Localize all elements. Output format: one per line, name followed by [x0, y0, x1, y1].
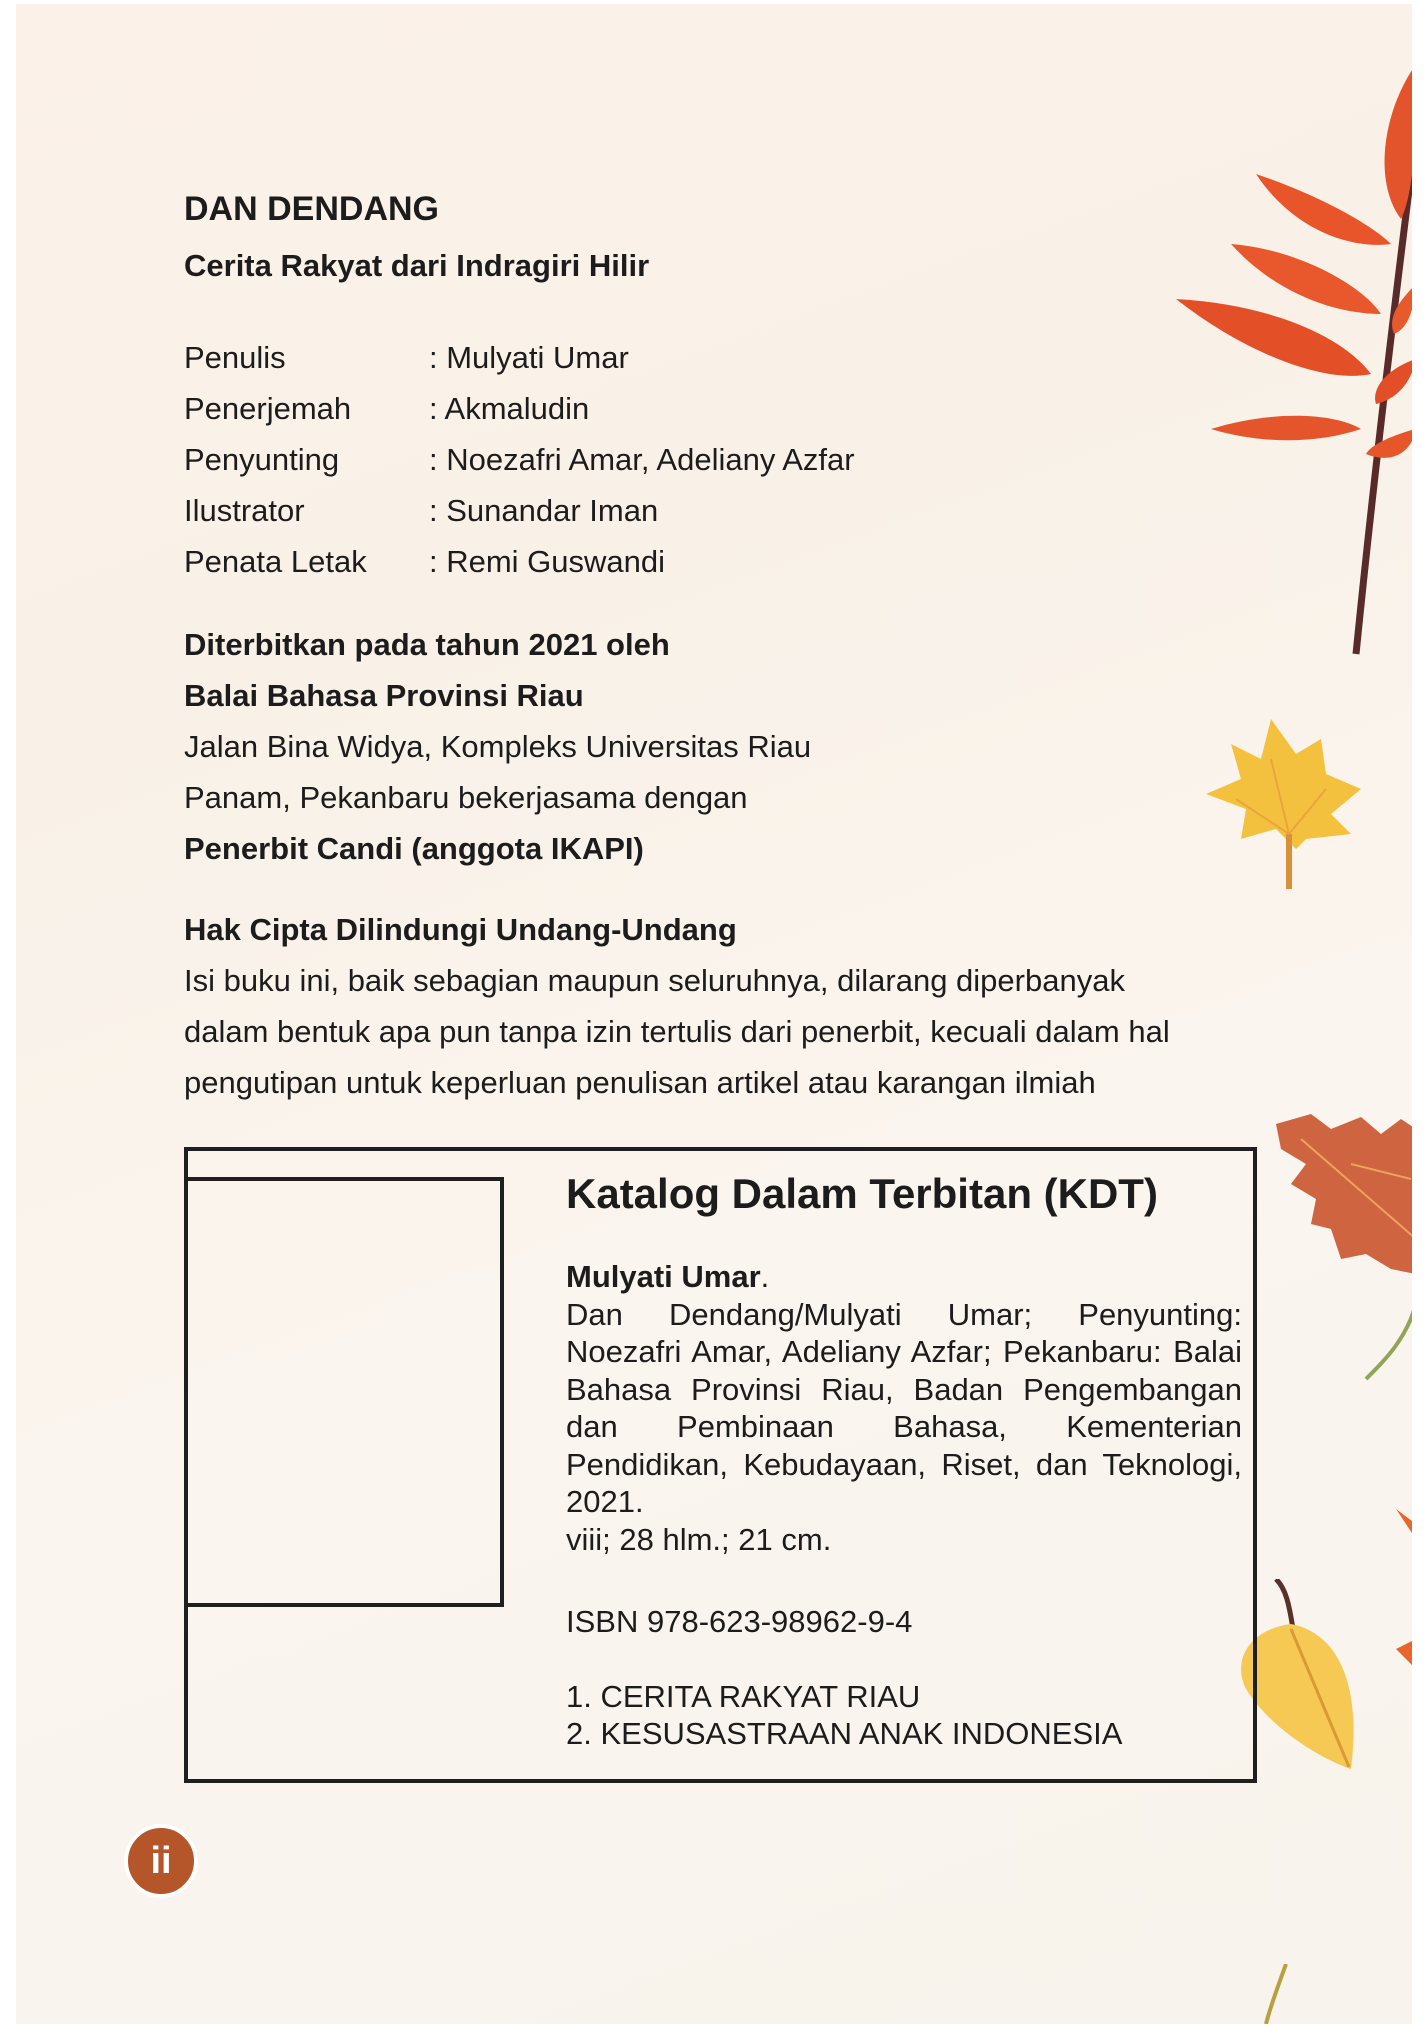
- kdt-physical: viii; 28 hlm.; 21 cm.: [566, 1521, 832, 1557]
- page-number-badge: ii: [124, 1824, 198, 1898]
- rust-maple-leaf-icon: [1271, 1109, 1412, 1279]
- copyright-line: Isi buku ini, baik sebagian maupun seluruhnya, dilarang diperbanyak: [184, 963, 1125, 998]
- book-title: DAN DENDANG: [184, 190, 439, 228]
- credit-row-translator: [184, 383, 855, 434]
- published-line: Diterbitkan pada tahun 2021 oleh: [184, 627, 670, 662]
- green-stem-icon: [1361, 1304, 1412, 1384]
- kdt-subject: 2. KESUSASTRAAN ANAK INDONESIA: [566, 1716, 1123, 1751]
- publisher-block: [184, 619, 811, 874]
- kdt-catalog: [566, 1164, 1242, 1753]
- credit-value: : Noezafri Amar, Adeliany Azfar: [429, 442, 855, 477]
- credit-row-writer: [184, 332, 855, 383]
- credit-row-editor: [184, 434, 855, 485]
- bottom-stem-icon: [1261, 1964, 1291, 2024]
- book-subtitle: Cerita Rakyat dari Indragiri Hilir: [184, 248, 650, 283]
- credit-label: Penyunting: [184, 442, 340, 477]
- copyright-heading: Hak Cipta Dilindungi Undang-Undang: [184, 912, 737, 947]
- credit-label: Ilustrator: [184, 493, 305, 528]
- kdt-title: Katalog Dalam Terbitan (KDT): [566, 1170, 1158, 1217]
- kdt-isbn: ISBN 978-623-98962-9-4: [566, 1604, 913, 1639]
- credit-row-layout: [184, 536, 855, 587]
- credit-label: Penerjemah: [184, 391, 352, 426]
- publisher-address-2: Panam, Pekanbaru bekerjasama dengan: [184, 780, 748, 815]
- kdt-body: [566, 1258, 1242, 1753]
- kdt-description: Dan Dendang/Mulyati Umar; Penyunting: Noezafri Amar, Adeliany Azfar; Pekanbaru: Balai Bahasa Provinsi Riau, Badan Pengembangan dan Pembinaan Bahasa, Kementerian Pendidikan, Kebudayaan, Riset, dan Teknologi, 2021.: [566, 1296, 1242, 1519]
- document-page: [16, 4, 1412, 2024]
- yellow-maple-leaf-icon: [1201, 714, 1381, 899]
- kdt-subject: 1. CERITA RAKYAT RIAU: [566, 1678, 921, 1714]
- credit-row-illustrator: [184, 485, 855, 536]
- credit-value: : Remi Guswandi: [429, 544, 666, 579]
- credit-value: : Sunandar Iman: [429, 493, 659, 528]
- publisher-address-1: Jalan Bina Widya, Kompleks Universitas Riau: [184, 729, 812, 764]
- kdt-cover-placeholder: [184, 1177, 504, 1607]
- credit-label: Penata Letak: [184, 544, 367, 579]
- credit-value: : Mulyati Umar: [429, 340, 629, 375]
- kdt-author-suffix: .: [760, 1259, 770, 1294]
- orange-leaf-tip-icon: [1396, 1504, 1412, 1674]
- copyright-block: [184, 904, 1170, 1108]
- credits-list: [184, 332, 855, 587]
- copyright-line: dalam bentuk apa pun tanpa izin tertulis dari penerbit, kecuali dalam hal: [184, 1014, 1170, 1049]
- red-fern-leaf-icon: [1166, 34, 1412, 664]
- credit-value: : Akmaludin: [429, 391, 590, 426]
- publisher-partner: Penerbit Candi (anggota IKAPI): [184, 831, 644, 866]
- credit-label: Penulis: [184, 340, 286, 375]
- kdt-subjects: [566, 1678, 1242, 1753]
- copyright-line: pengutipan untuk keperluan penulisan artikel atau karangan ilmiah: [184, 1065, 1096, 1100]
- publisher-name: Balai Bahasa Provinsi Riau: [184, 678, 584, 713]
- kdt-author: Mulyati Umar: [566, 1259, 761, 1294]
- kdt-author-line: [566, 1258, 1242, 1296]
